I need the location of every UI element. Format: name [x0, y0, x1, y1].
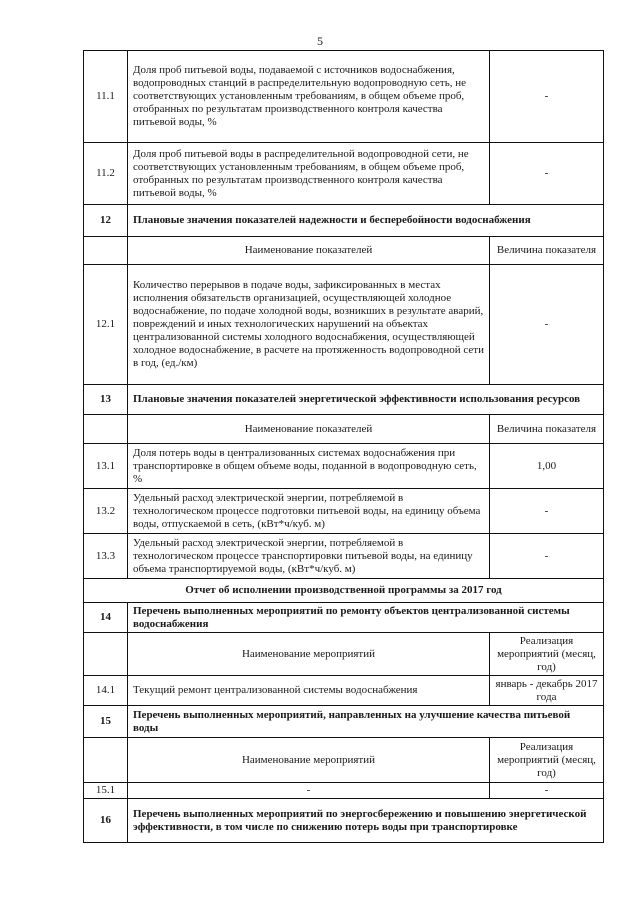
table-row: [84, 489, 604, 534]
row-number: 11.2: [84, 143, 128, 205]
section-title: Плановые значения показателей энергетической эффективности использования ресурсов: [128, 385, 604, 415]
table-row: [84, 444, 604, 489]
column-header-row: [84, 415, 604, 444]
section-title: Плановые значения показателей надежности и бесперебойности водоснабжения: [128, 205, 604, 237]
table-row: [84, 51, 604, 143]
report-header-row: [84, 579, 604, 603]
row-number: 12.1: [84, 265, 128, 385]
empty-cell: [84, 415, 128, 444]
section-number: 13: [84, 385, 128, 415]
section-title: Перечень выполненных мероприятий, направленных на улучшение качества питьевой воды: [128, 706, 604, 738]
indicator-name: Доля потерь воды в централизованных системах водоснабжения при транспортировке в общем объеме воды, поданной в водопроводную сеть, %: [128, 444, 490, 489]
indicator-name: Удельный расход электрической энергии, потребляемой в технологическом процессе транспортировки питьевой воды, на единицу объема транспортируемой воды, (кВт*ч/куб. м): [128, 534, 490, 579]
column-header-name: Наименование мероприятий: [128, 738, 490, 783]
event-name: -: [128, 783, 490, 799]
row-number: 13.3: [84, 534, 128, 579]
column-header-row: [84, 633, 604, 676]
column-header-row: [84, 237, 604, 265]
table-row: [84, 265, 604, 385]
indicator-value: -: [490, 534, 604, 579]
section-number: 12: [84, 205, 128, 237]
indicator-value: 1,00: [490, 444, 604, 489]
table-row: [84, 676, 604, 706]
column-header-value: Реализация мероприятий (месяц, год): [490, 633, 604, 676]
row-number: 14.1: [84, 676, 128, 706]
section-row: [84, 385, 604, 415]
row-number: 11.1: [84, 51, 128, 143]
row-number: 15.1: [84, 783, 128, 799]
report-title: Отчет об исполнении производственной программы за 2017 год: [84, 579, 604, 603]
indicator-name: Доля проб питьевой воды, подаваемой с источников водоснабжения, водопроводных станций в распределительную водопроводную сеть, не соответствующих установленным требованиям, в общем объеме проб, отобранных по результатам производственного контроля качества питьевой воды, %: [128, 51, 490, 143]
table-row: [84, 143, 604, 205]
column-header-value: Реализация мероприятий (месяц, год): [490, 738, 604, 783]
event-period: -: [490, 783, 604, 799]
indicator-value: -: [490, 489, 604, 534]
indicator-name: Доля проб питьевой воды в распределительной водопроводной сети, не соответствующих установленным требованиям, в общем объеме проб, отобранных по результатам производственного контроля качества питьевой воды, %: [128, 143, 490, 205]
column-header-value: Величина показателя: [490, 415, 604, 444]
empty-cell: [84, 633, 128, 676]
program-table: [83, 50, 604, 843]
column-header-row: [84, 738, 604, 783]
section-title: Перечень выполненных мероприятий по энергосбережению и повышению энергетической эффективности, в том числе по снижению потерь воды при транспортировке: [128, 799, 604, 843]
page-number: 5: [317, 34, 323, 48]
section-number: 14: [84, 603, 128, 633]
section-row: [84, 706, 604, 738]
indicator-name: Количество перерывов в подаче воды, зафиксированных в местах исполнения обязательств организацией, осуществляющей холодное водоснабжение, по подаче холодной воды, возникших в результате аварий, повреждений и иных технологических нарушений на объектах централизованной системы холодного водоснабжения, осуществляющей холодное водоснабжение, в расчете на протяженность водопроводной сети в год, (ед./км): [128, 265, 490, 385]
row-number: 13.2: [84, 489, 128, 534]
table-row: [84, 534, 604, 579]
section-number: 15: [84, 706, 128, 738]
indicator-value: -: [490, 143, 604, 205]
row-number: 13.1: [84, 444, 128, 489]
section-title: Перечень выполненных мероприятий по ремонту объектов централизованной системы водоснабжения: [128, 603, 604, 633]
section-row: [84, 603, 604, 633]
event-period: январь - декабрь 2017 года: [490, 676, 604, 706]
column-header-name: Наименование показателей: [128, 415, 490, 444]
column-header-name: Наименование показателей: [128, 237, 490, 265]
section-row: [84, 799, 604, 843]
column-header-name: Наименование мероприятий: [128, 633, 490, 676]
event-name: Текущий ремонт централизованной системы водоснабжения: [128, 676, 490, 706]
indicator-name: Удельный расход электрической энергии, потребляемой в технологическом процессе подготовки питьевой воды, на единицу объема воды, отпускаемой в сеть, (кВт*ч/куб. м): [128, 489, 490, 534]
section-row: [84, 205, 604, 237]
table-row: [84, 783, 604, 799]
empty-cell: [84, 738, 128, 783]
section-number: 16: [84, 799, 128, 843]
indicator-value: -: [490, 51, 604, 143]
column-header-value: Величина показателя: [490, 237, 604, 265]
empty-cell: [84, 237, 128, 265]
indicator-value: -: [490, 265, 604, 385]
